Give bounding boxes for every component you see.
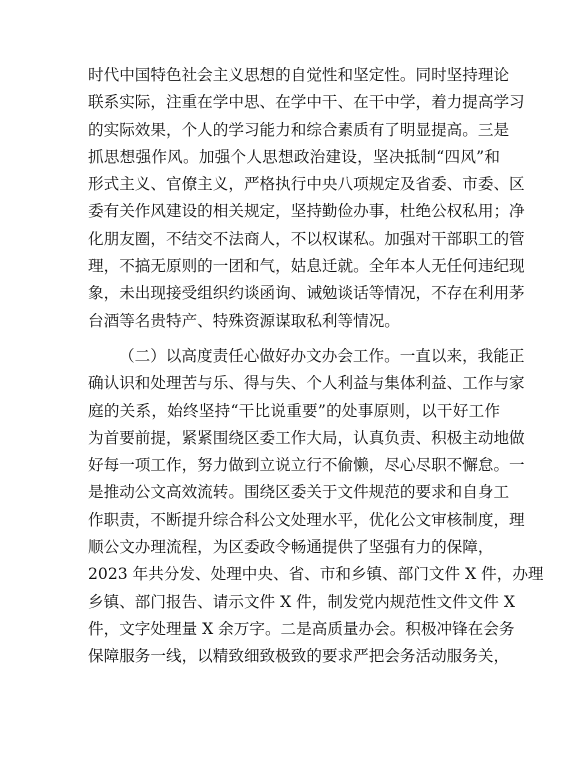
text-line: 2023 年共分发、处理中央、省、市和乡镇、部门文件 X 件，办理 <box>88 565 544 584</box>
text-line: 是推动公文高效流转。围绕区委关于文件规范的要求和自身工 <box>88 483 510 502</box>
text-line: 理，不搞无原则的一团和气，姑息迁就。全年本人无任何违纪现 <box>88 257 525 276</box>
text-line: 好每一项工作，努力做到立说立行不偷懒，尽心尽职不懈怠。一 <box>88 456 525 475</box>
text-line: 确认识和处理苦与乐、得与失、个人利益与集体利益、工作与家 <box>88 374 525 393</box>
text-line: 乡镇、部门报告、请示文件 X 件，制发党内规范性文件文件 X <box>88 592 515 611</box>
text-line: 化朋友圈，不结交不法商人，不以权谋私。加强对干部职工的管 <box>88 229 525 248</box>
text-line: 抓思想强作风。加强个人思想政治建设，坚决抵制“四风”和 <box>88 147 500 166</box>
paragraph-1 <box>88 62 525 335</box>
text-line: 台酒等名贵特产、特殊资源谋取私利等情况。 <box>88 311 400 330</box>
text-line: 为首要前提，紧紧围绕区委工作大局，认真负责、积极主动地做 <box>88 428 525 447</box>
paragraph-gap <box>88 335 500 343</box>
text-line: 庭的关系，始终坚持“干比说重要”的处事原则，以干好工作 <box>88 401 500 420</box>
text-line: 顺公文办理流程，为区委政令畅通提供了坚强有力的保障， <box>88 538 494 557</box>
text-line: （二）以高度责任心做好办文办会工作。一直以来，我能正 <box>119 346 525 365</box>
paragraph-2 <box>88 343 544 671</box>
text-line: 的实际效果，个人的学习能力和综合素质有了明显提高。三是 <box>88 120 510 139</box>
text-line: 形式主义、官僚主义，严格执行中央八项规定及省委、市委、区 <box>88 175 525 194</box>
text-line: 作职责，不断提升综合科公文处理水平，优化公文审核制度，理 <box>88 510 525 529</box>
text-line: 联系实际，注重在学中思、在学中干、在干中学，着力提高学习 <box>88 93 525 112</box>
body-text <box>88 62 544 671</box>
text-line: 委有关作风建设的相关规定，坚持勤俭办事，杜绝公权私用；净 <box>88 202 525 221</box>
text-line: 时代中国特色社会主义思想的自觉性和坚定性。同时坚持理论 <box>88 66 510 84</box>
text-line: 象，未出现接受组织约谈函询、诫勉谈话等情况，不存在利用茅 <box>88 284 525 303</box>
text-line: 件，文字处理量 X 余万字。二是高质量办会。积极冲锋在会务 <box>88 619 515 638</box>
text-line: 保障服务一线，以精致细致极致的要求严把会务活动服务关， <box>88 647 510 666</box>
